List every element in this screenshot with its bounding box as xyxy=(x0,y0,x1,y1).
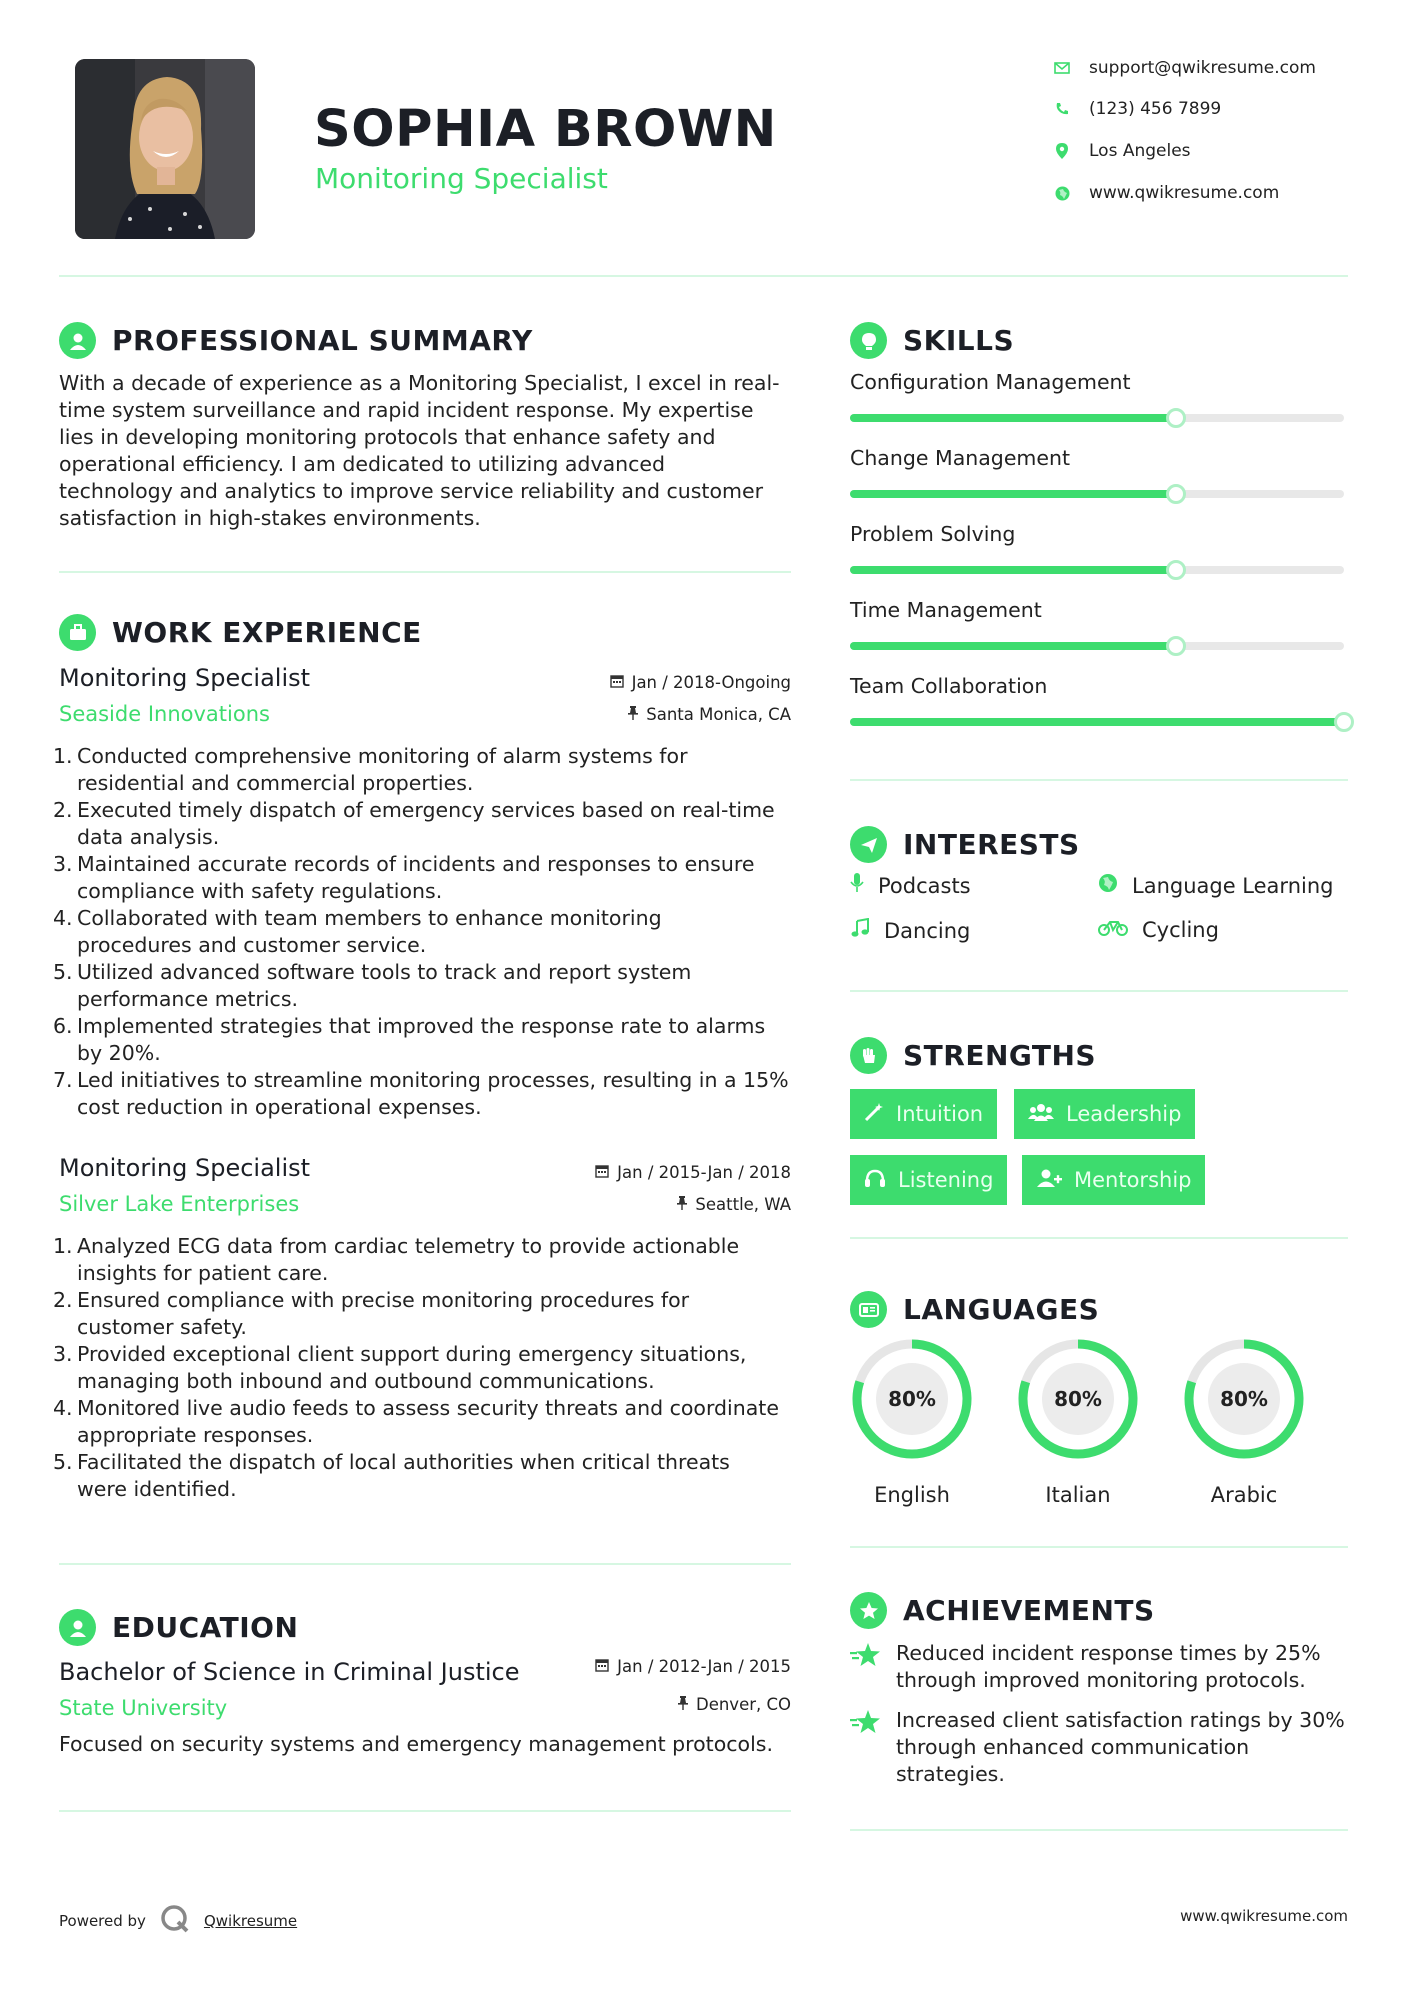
skills-heading xyxy=(850,322,1014,359)
skill-track xyxy=(850,642,1344,650)
skill-knob xyxy=(1334,712,1354,732)
candidate-role: Monitoring Specialist xyxy=(315,162,608,195)
briefcase-icon xyxy=(59,614,96,651)
education-date xyxy=(500,1657,791,1676)
headphones-icon xyxy=(864,1168,886,1193)
education-heading xyxy=(59,1609,298,1646)
skill-item xyxy=(850,674,1344,726)
bicycle-icon xyxy=(1098,918,1128,942)
language-name: English xyxy=(874,1483,950,1507)
pushpin-icon xyxy=(628,705,638,724)
microphone-icon xyxy=(850,873,864,898)
skill-label: Team Collaboration xyxy=(850,674,1048,698)
languages-title: LANGUAGES xyxy=(903,1293,1100,1326)
language-item xyxy=(1016,1337,1140,1507)
job-bullets xyxy=(53,743,799,1121)
job-location xyxy=(500,705,791,724)
envelope-icon xyxy=(1053,59,1071,77)
language-ring xyxy=(1182,1337,1306,1461)
language-name: Italian xyxy=(1045,1483,1111,1507)
strength-chip: Listening xyxy=(850,1155,1007,1205)
list-item: 4. Collaborated with team members to enhance monitoring procedures and customer service. xyxy=(53,906,662,957)
education-location-text: Denver, CO xyxy=(695,1695,791,1714)
education-date-text: Jan / 2012-Jan / 2015 xyxy=(617,1657,791,1676)
language-card-icon xyxy=(850,1291,887,1328)
user-plus-icon xyxy=(1036,1168,1062,1193)
job-bullets xyxy=(53,1233,799,1503)
header-divider xyxy=(59,275,1348,277)
list-item: 7. Led initiatives to streamline monitoring processes, resulting in a 15% cost reduction in operational expenses. xyxy=(53,1068,789,1119)
skill-item xyxy=(850,598,1344,650)
skill-label: Configuration Management xyxy=(850,370,1131,394)
interest-item: Language Learning xyxy=(1098,873,1333,898)
strength-chip: Intuition xyxy=(850,1089,997,1139)
languages-heading xyxy=(850,1291,1099,1328)
job-company: Silver Lake Enterprises xyxy=(59,1192,300,1216)
education-title: EDUCATION xyxy=(112,1611,299,1644)
education-location xyxy=(500,1695,791,1714)
calendar-icon xyxy=(595,1163,609,1182)
job-location xyxy=(500,1195,791,1214)
footer-powered-by: Powered by Qwikresume xyxy=(59,1904,297,1938)
experience-divider xyxy=(59,1563,791,1565)
job-title: Monitoring Specialist xyxy=(59,664,311,692)
map-pin-icon xyxy=(1053,142,1071,160)
footer-brand-link[interactable]: Qwikresume xyxy=(203,1912,298,1930)
list-item: 3. Maintained accurate records of incidents and responses to ensure compliance with safety regulations. xyxy=(53,852,755,903)
skill-item xyxy=(850,522,1344,574)
skill-knob xyxy=(1166,560,1186,580)
skill-label: Change Management xyxy=(850,446,1071,470)
list-item: 1. Conducted comprehensive monitoring of alarm systems for residential and commercial properties. xyxy=(53,744,688,795)
job-location-text: Seattle, WA xyxy=(695,1195,791,1214)
strength-chip: Leadership xyxy=(1014,1089,1195,1139)
list-item: 5. Utilized advanced software tools to track and report system performance metrics. xyxy=(53,960,692,1011)
fist-icon xyxy=(850,1037,887,1074)
education-note: Focused on security systems and emergency management protocols. xyxy=(59,1732,773,1756)
strengths-heading xyxy=(850,1037,1096,1074)
summary-divider xyxy=(59,571,791,573)
skill-fill xyxy=(850,490,1176,498)
interests-title: INTERESTS xyxy=(903,828,1080,861)
contact-location-text: Los Angeles xyxy=(1089,141,1191,161)
school-name: State University xyxy=(59,1696,228,1720)
star-icon xyxy=(850,1709,882,1788)
list-item: 2. Executed timely dispatch of emergency services based on real-time data analysis. xyxy=(53,798,775,849)
list-item: 1. Analyzed ECG data from cardiac telemetry to provide actionable insights for patient care. xyxy=(53,1234,740,1285)
languages-divider xyxy=(850,1546,1348,1548)
contact-phone-text: (123) 456 7899 xyxy=(1089,99,1222,119)
skill-track xyxy=(850,718,1344,726)
magic-wand-icon xyxy=(864,1102,884,1127)
summary-line: time system surveillance and rapid incident response. My expertise xyxy=(59,398,754,422)
job-title: Monitoring Specialist xyxy=(59,1154,311,1182)
job-date-text: Jan / 2018-Ongoing xyxy=(631,673,791,692)
skill-fill xyxy=(850,566,1176,574)
lightbulb-icon xyxy=(850,322,887,359)
paper-plane-icon xyxy=(850,826,887,863)
job-location-text: Santa Monica, CA xyxy=(646,705,791,724)
achievements-title: ACHIEVEMENTS xyxy=(903,1594,1155,1627)
skill-fill xyxy=(850,414,1176,422)
footer-url[interactable]: www.qwikresume.com xyxy=(1180,1907,1348,1925)
experience-heading xyxy=(59,614,422,651)
phone-icon xyxy=(1053,100,1071,118)
job-date xyxy=(500,1163,791,1182)
list-item: 2. Ensured compliance with precise monitoring procedures for customer safety. xyxy=(53,1288,690,1339)
skill-track xyxy=(850,566,1344,574)
interest-item: Dancing xyxy=(850,918,970,943)
pushpin-icon xyxy=(677,1195,687,1214)
summary-line: operational efficiency. I am dedicated to utilizing advanced xyxy=(59,452,666,476)
skill-track xyxy=(850,414,1344,422)
contact-website[interactable] xyxy=(1053,183,1353,203)
summary-heading xyxy=(59,322,533,359)
job-company: Seaside Innovations xyxy=(59,702,270,726)
contact-website-text: www.qwikresume.com xyxy=(1089,183,1280,203)
strengths-divider xyxy=(850,1237,1348,1239)
achievements-heading xyxy=(850,1592,1155,1629)
language-percent: 80% xyxy=(1054,1387,1102,1411)
globe-icon xyxy=(1098,873,1118,898)
interests-heading xyxy=(850,826,1080,863)
summary-line: satisfaction in high-stakes environments. xyxy=(59,506,481,530)
music-note-icon xyxy=(850,918,870,943)
strengths-title: STRENGTHS xyxy=(903,1039,1097,1072)
language-percent: 80% xyxy=(888,1387,936,1411)
list-item: 5. Facilitated the dispatch of local authorities when critical threats were identified. xyxy=(53,1450,730,1501)
language-ring xyxy=(1016,1337,1140,1461)
interest-item: Podcasts xyxy=(850,873,971,898)
skill-fill xyxy=(850,642,1176,650)
education-divider xyxy=(59,1810,791,1812)
summary-line: lies in developing monitoring protocols that enhance safety and xyxy=(59,425,716,449)
contact-phone[interactable] xyxy=(1053,99,1353,119)
qwikresume-logo-icon xyxy=(160,1904,190,1938)
skill-knob xyxy=(1166,408,1186,428)
contact-email[interactable] xyxy=(1053,58,1353,78)
language-item xyxy=(1182,1337,1306,1507)
achievement-item: Increased client satisfaction ratings by 30% through enhanced communication strategies. xyxy=(850,1707,1350,1788)
skill-knob xyxy=(1166,636,1186,656)
degree-title: Bachelor of Science in Criminal Justice xyxy=(59,1658,520,1686)
skill-knob xyxy=(1166,484,1186,504)
summary-line: technology and analytics to improve service reliability and customer xyxy=(59,479,764,503)
list-item: 6. Implemented strategies that improved the response rate to alarms by 20%. xyxy=(53,1014,766,1065)
star-badge-icon xyxy=(850,1592,887,1629)
achievements-divider xyxy=(850,1829,1348,1831)
achievement-item: Reduced incident response times by 25% through improved monitoring protocols. xyxy=(850,1640,1350,1694)
languages-list xyxy=(850,1337,1350,1507)
calendar-icon xyxy=(595,1657,609,1676)
summary-title: PROFESSIONAL SUMMARY xyxy=(112,324,533,357)
contact-location xyxy=(1053,141,1353,161)
job-date xyxy=(500,673,791,692)
globe-icon xyxy=(1053,184,1071,202)
skill-track xyxy=(850,490,1344,498)
summary-text xyxy=(59,370,799,532)
skill-item xyxy=(850,446,1344,498)
graduate-icon xyxy=(59,1609,96,1646)
calendar-icon xyxy=(610,673,624,692)
candidate-name: SOPHIA BROWN xyxy=(314,100,777,159)
skill-label: Time Management xyxy=(850,598,1042,622)
interests-divider xyxy=(850,990,1348,992)
interest-item: Cycling xyxy=(1098,918,1219,942)
skill-item xyxy=(850,370,1344,422)
language-percent: 80% xyxy=(1220,1387,1268,1411)
job-date-text: Jan / 2015-Jan / 2018 xyxy=(617,1163,791,1182)
skills-title: SKILLS xyxy=(903,324,1015,357)
strength-chip: Mentorship xyxy=(1022,1155,1205,1205)
pushpin-icon xyxy=(678,1695,688,1714)
star-icon xyxy=(850,1642,882,1694)
language-name: Arabic xyxy=(1210,1483,1278,1507)
group-icon xyxy=(1028,1102,1054,1127)
language-item xyxy=(850,1337,974,1507)
profile-photo xyxy=(75,59,255,239)
user-circle-icon xyxy=(59,322,96,359)
list-item: 3. Provided exceptional client support during emergency situations, managing both inbound and outbound communications. xyxy=(53,1342,747,1393)
list-item: 4. Monitored live audio feeds to assess security threats and coordinate appropriate responses. xyxy=(53,1396,779,1447)
skill-fill xyxy=(850,718,1344,726)
skill-label: Problem Solving xyxy=(850,522,1016,546)
contact-email-text: support@qwikresume.com xyxy=(1089,58,1316,78)
summary-line: With a decade of experience as a Monitoring Specialist, I excel in real- xyxy=(59,371,780,395)
experience-title: WORK EXPERIENCE xyxy=(112,616,422,649)
skills-divider xyxy=(850,779,1348,781)
language-ring xyxy=(850,1337,974,1461)
